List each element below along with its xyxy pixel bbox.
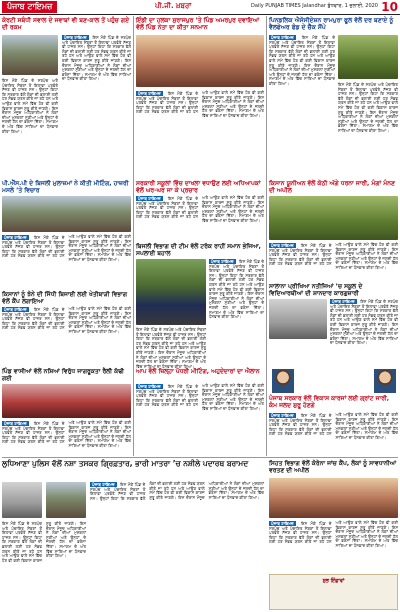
article-body: ਇਸ ਮੌਕੇ ਪਿੰਡ ਦੇ ਸਰਪੰਚ ਅਤੇ ਪੰਚਾਇਤ ਮੈਂਬਰਾਂ ਤੋਂ ਇਲਾਵਾ ਪਤਵੰਤੇ ਸੱਜਣ ਵੀ ਹਾਜ਼ਰ ਸਨ। ਉਨ੍ਹਾਂ ਕਿਹਾ ਕਿ ਸਰਕਾਰ ਵੱਲੋਂ ਲੋਕਾਂ ਦੀ ਭਲਾਈ ਲਈ ਹਰ ਸੰਭਵ ਯਤਨ ਕੀਤੇ ਜਾ ਰਹੇ ਹਨ ਅਤੇ ਆਉਣ ਵਾਲੇ ਸਮੇਂ ਵਿੱਚ ਹੋਰ ਵੀ ਕਈ ਵਿਕਾਸ ਕਾਰਜ ਸ਼ੁਰੂ ਕੀਤੇ ਜਾਣਗੇ। ਇਸ ਦੌਰਾਨ ਮੌਜੂਦ ਅਧਿਕਾਰੀਆਂ ਨੇ ਲੋਕਾਂ ਦੀਆਂ ਮੁਸ਼ਕਲਾਂ ਸੁਣੀਆਂ ਅਤੇ ਉਨ੍ਹਾਂ ਦੇ ਜਲਦੀ ਹੱਲ ਦਾ ਭਰੋਸਾ ਦਿੱਤਾ। ਸਮਾਗਮ ਦੇ ਅੰਤ ਵਿੱਚ ਸਾਰਿਆਂ ਦਾ ਧੰਨਵਾਦ ਕੀਤਾ ਗਿਆ। [62,35,131,82]
byline-tag: ਪੰਜਾਬ ਟਾਇਮਜ਼ [211,259,234,264]
byline-tag: ਪੰਜਾਬ ਟਾਇਮਜ਼ [271,243,294,248]
article [269,368,398,454]
column-divider [266,16,267,456]
byline-tag: ਪੰਜਾਬ ਟਾਇਮਜ਼ [4,421,27,426]
article-body: ਇਸ ਮੌਕੇ ਪਿੰਡ ਦੇ ਸਰਪੰਚ ਅਤੇ ਪੰਚਾਇਤ ਮੈਂਬਰਾਂ ਤੋਂ ਇਲਾਵਾ ਪਤਵੰਤੇ ਸੱਜਣ ਵੀ ਹਾਜ਼ਰ ਸਨ। ਉਨ੍ਹਾਂ ਕਿਹਾ ਕਿ ਸਰਕਾਰ ਵੱਲੋਂ ਲੋਕਾਂ ਦੀ ਭਲਾਈ ਲਈ ਹਰ ਸੰਭਵ ਯਤਨ ਕੀਤੇ ਜਾ ਰਹੇ ਹਨ ਅਤੇ ਆਉਣ ਵਾਲੇ ਸਮੇਂ ਵਿੱਚ ਹੋਰ ਵੀ ਕਈ ਵਿਕਾਸ ਕਾਰਜ ਸ਼ੁਰੂ ਕੀਤੇ ਜਾਣਗੇ। ਇਸ ਦੌਰਾਨ ਮੌਜੂਦ ਅਧਿਕਾਰੀਆਂ ਨੇ ਲੋਕਾਂ ਦੀਆਂ ਮੁਸ਼ਕਲਾਂ ਸੁਣੀਆਂ ਅਤੇ ਉਨ੍ਹਾਂ ਦੇ ਜਲਦੀ ਹੱਲ ਦਾ ਭਰੋਸਾ ਦਿੱਤਾ। ਸਮਾਗਮ ਦੇ ਅੰਤ ਵਿੱਚ ਸਾਰਿਆਂ ਦਾ ਧੰਨਵਾਦ ਕੀਤਾ ਗਿਆ। [2,234,131,262]
article-photo [2,482,42,518]
byline-tag: ਪੰਜਾਬ ਟਾਇਮਜ਼ [138,384,161,389]
article-body: ਇਸ ਮੌਕੇ ਪਿੰਡ ਦੇ ਸਰਪੰਚ ਅਤੇ ਪੰਚਾਇਤ ਮੈਂਬਰਾਂ ਤੋਂ ਇਲਾਵਾ ਪਤਵੰਤੇ ਸੱਜਣ ਵੀ ਹਾਜ਼ਰ ਸਨ। ਉਨ੍ਹਾਂ ਕਿਹਾ ਕਿ ਸਰਕਾਰ ਵੱਲੋਂ ਲੋਕਾਂ ਦੀ ਭਲਾਈ ਲਈ ਹਰ ਸੰਭਵ ਯਤਨ ਕੀਤੇ ਜਾ ਰਹੇ ਹਨ ਅਤੇ ਆਉਣ ਵਾਲੇ ਸਮੇਂ ਵਿੱਚ ਹੋਰ ਵੀ ਕਈ ਵਿਕਾਸ ਕਾਰਜ ਸ਼ੁਰੂ ਕੀਤੇ ਜਾਣਗੇ। ਇਸ ਦੌਰਾਨ ਮੌਜੂਦ ਅਧਿਕਾਰੀਆਂ ਨੇ ਲੋਕਾਂ ਦੀਆਂ ਮੁਸ਼ਕਲਾਂ ਸੁਣੀਆਂ ਅਤੇ ਉਨ੍ਹਾਂ ਦੇ ਜਲਦੀ ਹੱਲ ਦਾ ਭਰੋਸਾ ਦਿੱਤਾ। ਸਮਾਗਮ ਦੇ ਅੰਤ ਵਿੱਚ ਸਾਰਿਆਂ ਦਾ ਧੰਨਵਾਦ ਕੀਤਾ ਗਿਆ। [330,299,398,346]
article [2,180,131,288]
article-headline: ਬਿਜਲੀ ਵਿਭਾਗ ਦੀ ਟੀਮ ਵੱਲੋਂ ਟਰੱਕ ਰਾਹੀਂ ਸਮਾਨ ਭੇਜਿਆ, ਸਪਲਾਈ ਬਹਾਲ [136,243,261,257]
byline-tag: ਪੰਜਾਬ ਟਾਇਮਜ਼ [332,299,355,304]
advertisement [269,574,398,610]
brand-logo: ਪੰਜਾਬ ਟਾਇਮਜ਼ [2,1,57,13]
portrait-photo [373,368,397,394]
article-headline: ਪੰਜਾਬ ਸਰਕਾਰ ਵੱਲੋਂ ਵਿਕਾਸ ਕਾਰਜਾਂ ਲਈ ਗ੍ਰਾਂਟ ਜਾਰੀ, ਕੰਮ ਜਲਦ ਸ਼ੁਰੂ ਹੋਣਗੇ [269,395,390,409]
byline-tag: ਪੰਜਾਬ ਟਾਇਮਜ਼ [138,196,161,201]
byline-tag: ਪੰਜਾਬ ਟਾਇਮਜ਼ [271,35,294,40]
article-photo [269,299,327,339]
article-body: ਇਸ ਮੌਕੇ ਪਿੰਡ ਦੇ ਸਰਪੰਚ ਅਤੇ ਪੰਚਾਇਤ ਮੈਂਬਰਾਂ ਤੋਂ ਇਲਾਵਾ ਪਤਵੰਤੇ ਸੱਜਣ ਵੀ ਹਾਜ਼ਰ ਸਨ। ਉਨ੍ਹਾਂ ਕਿਹਾ ਕਿ ਸਰਕਾਰ ਵੱਲੋਂ ਲੋਕਾਂ ਦੀ ਭਲਾਈ ਲਈ ਹਰ ਸੰਭਵ ਯਤਨ ਕੀਤੇ ਜਾ ਰਹੇ ਹਨ ਅਤੇ ਆਉਣ ਵਾਲੇ ਸਮੇਂ ਵਿੱਚ ਹੋਰ ਵੀ ਕਈ ਵਿਕਾਸ ਕਾਰਜ ਸ਼ੁਰੂ ਕੀਤੇ ਜਾਣਗੇ। ਇਸ ਦੌਰਾਨ ਮੌਜੂਦ ਅਧਿਕਾਰੀਆਂ ਨੇ ਲੋਕਾਂ ਦੀਆਂ ਮੁਸ਼ਕਲਾਂ ਸੁਣੀਆਂ ਅਤੇ ਉਨ੍ਹਾਂ ਦੇ ਜਲਦੀ ਹੱਲ ਦਾ ਭਰੋਸਾ ਦਿੱਤਾ। ਸਮਾਗਮ ਦੇ ਅੰਤ ਵਿੱਚ ਸਾਰਿਆਂ ਦਾ ਧੰਨਵਾਦ ਕੀਤਾ ਗਿਆ। [269,35,335,86]
article-photo [269,478,398,518]
article [136,243,264,369]
article-body: ਇਸ ਮੌਕੇ ਪਿੰਡ ਦੇ ਸਰਪੰਚ ਅਤੇ ਪੰਚਾਇਤ ਮੈਂਬਰਾਂ ਤੋਂ ਇਲਾਵਾ ਪਤਵੰਤੇ ਸੱਜਣ ਵੀ ਹਾਜ਼ਰ ਸਨ। ਉਨ੍ਹਾਂ ਕਿਹਾ ਕਿ ਸਰਕਾਰ ਵੱਲੋਂ ਲੋਕਾਂ ਦੀ ਭਲਾਈ ਲਈ ਹਰ ਸੰਭਵ ਯਤਨ ਕੀਤੇ ਜਾ ਰਹੇ ਹਨ ਅਤੇ ਆਉਣ ਵਾਲੇ ਸਮੇਂ ਵਿੱਚ ਹੋਰ ਵੀ ਕਈ ਵਿਕਾਸ ਕਾਰਜ ਸ਼ੁਰੂ ਕੀਤੇ ਜਾਣਗੇ। ਇਸ ਦੌਰਾਨ ਮੌਜੂਦ ਅਧਿਕਾਰੀਆਂ ਨੇ ਲੋਕਾਂ ਦੀਆਂ ਮੁਸ਼ਕਲਾਂ ਸੁਣੀਆਂ ਅਤੇ ਉਨ੍ਹਾਂ ਦੇ ਜਲਦੀ ਹੱਲ ਦਾ ਭਰੋਸਾ ਦਿੱਤਾ। ਸਮਾਗਮ ਦੇ ਅੰਤ ਵਿੱਚ ਸਾਰਿਆਂ ਦਾ ਧੰਨਵਾਦ ਕੀਤਾ ਗਿਆ। [209,259,264,320]
article-body: ਇਸ ਮੌਕੇ ਪਿੰਡ ਦੇ ਸਰਪੰਚ ਅਤੇ ਪੰਚਾਇਤ ਮੈਂਬਰਾਂ ਤੋਂ ਇਲਾਵਾ ਪਤਵੰਤੇ ਸੱਜਣ ਵੀ ਹਾਜ਼ਰ ਸਨ। ਉਨ੍ਹਾਂ ਕਿਹਾ ਕਿ ਸਰਕਾਰ ਵੱਲੋਂ ਲੋਕਾਂ ਦੀ ਭਲਾਈ ਲਈ ਹਰ ਸੰਭਵ ਯਤਨ ਕੀਤੇ ਜਾ ਰਹੇ ਹਨ ਅਤੇ ਆਉਣ ਵਾਲੇ ਸਮੇਂ ਵਿੱਚ ਹੋਰ ਵੀ ਕਈ ਵਿਕਾਸ ਕਾਰਜ ਸ਼ੁਰੂ ਕੀਤੇ ਜਾਣਗੇ। ਇਸ ਦੌਰਾਨ ਮੌਜੂਦ ਅਧਿਕਾਰੀਆਂ ਨੇ ਲੋਕਾਂ ਦੀਆਂ ਮੁਸ਼ਕਲਾਂ ਸੁਣੀਆਂ ਅਤੇ ਉਨ੍ਹਾਂ ਦੇ ਜਲਦੀ ਹੱਲ ਦਾ ਭਰੋਸਾ ਦਿੱਤਾ। ਸਮਾਗਮ ਦੇ ਅੰਤ ਵਿੱਚ ਸਾਰਿਆਂ ਦਾ ਧੰਨਵਾਦ ਕੀਤਾ ਗਿਆ। [2,420,131,448]
article-body: ਇਸ ਮੌਕੇ ਪਿੰਡ ਦੇ ਸਰਪੰਚ ਅਤੇ ਪੰਚਾਇਤ ਮੈਂਬਰਾਂ ਤੋਂ ਇਲਾਵਾ ਪਤਵੰਤੇ ਸੱਜਣ ਵੀ ਹਾਜ਼ਰ ਸਨ। ਉਨ੍ਹਾਂ ਕਿਹਾ ਕਿ ਸਰਕਾਰ ਵੱਲੋਂ ਲੋਕਾਂ ਦੀ ਭਲਾਈ ਲਈ ਹਰ ਸੰਭਵ ਯਤਨ ਕੀਤੇ ਜਾ ਰਹੇ ਹਨ ਅਤੇ ਆਉਣ ਵਾਲੇ ਸਮੇਂ ਵਿੱਚ ਹੋਰ ਵੀ ਕਈ ਵਿਕਾਸ ਕਾਰਜ ਸ਼ੁਰੂ ਕੀਤੇ ਜਾਣਗੇ। ਇਸ ਦੌਰਾਨ ਮੌਜੂਦ ਅਧਿਕਾਰੀਆਂ ਨੇ ਲੋਕਾਂ ਦੀਆਂ ਮੁਸ਼ਕਲਾਂ ਸੁਣੀਆਂ ਅਤੇ ਉਨ੍ਹਾਂ ਦੇ ਜਲਦੀ ਹੱਲ ਦਾ ਭਰੋਸਾ ਦਿੱਤਾ। ਸਮਾਗਮ ਦੇ ਅੰਤ ਵਿੱਚ ਸਾਰਿਆਂ ਦਾ ਧੰਨਵਾਦ ਕੀਤਾ ਗਿਆ। [2,521,86,563]
article-photo [136,259,206,325]
article [136,17,264,177]
article-body: ਇਸ ਮੌਕੇ ਪਿੰਡ ਦੇ ਸਰਪੰਚ ਅਤੇ ਪੰਚਾਇਤ ਮੈਂਬਰਾਂ ਤੋਂ ਇਲਾਵਾ ਪਤਵੰਤੇ ਸੱਜਣ ਵੀ ਹਾਜ਼ਰ ਸਨ। ਉਨ੍ਹਾਂ ਕਿਹਾ ਕਿ ਸਰਕਾਰ ਵੱਲੋਂ ਲੋਕਾਂ ਦੀ ਭਲਾਈ ਲਈ ਹਰ ਸੰਭਵ ਯਤਨ ਕੀਤੇ ਜਾ ਰਹੇ ਹਨ ਅਤੇ ਆਉਣ ਵਾਲੇ ਸਮੇਂ ਵਿੱਚ ਹੋਰ ਵੀ ਕਈ ਵਿਕਾਸ ਕਾਰਜ ਸ਼ੁਰੂ ਕੀਤੇ ਜਾਣਗੇ। ਇਸ ਦੌਰਾਨ ਮੌਜੂਦ ਅਧਿਕਾਰੀਆਂ ਨੇ ਲੋਕਾਂ ਦੀਆਂ ਮੁਸ਼ਕਲਾਂ ਸੁਣੀਆਂ ਅਤੇ ਉਨ੍ਹਾਂ ਦੇ ਜਲਦੀ ਹੱਲ ਦਾ ਭਰੋਸਾ ਦਿੱਤਾ। ਸਮਾਗਮ ਦੇ ਅੰਤ ਵਿੱਚ ਸਾਰਿਆਂ ਦਾ ਧੰਨਵਾਦ ਕੀਤਾ ਗਿਆ। [136,90,264,118]
article-photo [2,35,58,75]
article [2,460,264,610]
article-headline: ਕਿਸਾਨਾਂ ਨੂੰ ਝੋਨੇ ਦੀ ਸਿੱਧੀ ਬਿਜਾਈ ਲਈ ਖੇਤੀਬਾੜੀ ਵਿਭਾਗ ਵੱਲੋਂ ਕੈਂਪ ਲਗਾਇਆ [2,291,128,305]
page-number: 10 [381,0,398,14]
column-divider [133,16,134,456]
article-body: ਇਸ ਮੌਕੇ ਪਿੰਡ ਦੇ ਸਰਪੰਚ ਅਤੇ ਪੰਚਾਇਤ ਮੈਂਬਰਾਂ ਤੋਂ ਇਲਾਵਾ ਪਤਵੰਤੇ ਸੱਜਣ ਵੀ ਹਾਜ਼ਰ ਸਨ। ਉਨ੍ਹਾਂ ਕਿਹਾ ਕਿ ਸਰਕਾਰ ਵੱਲੋਂ ਲੋਕਾਂ ਦੀ ਭਲਾਈ ਲਈ ਹਰ ਸੰਭਵ ਯਤਨ ਕੀਤੇ ਜਾ ਰਹੇ ਹਨ ਅਤੇ ਆਉਣ ਵਾਲੇ ਸਮੇਂ ਵਿੱਚ ਹੋਰ ਵੀ ਕਈ ਵਿਕਾਸ ਕਾਰਜ ਸ਼ੁਰੂ ਕੀਤੇ ਜਾਣਗੇ। ਇਸ ਦੌਰਾਨ ਮੌਜੂਦ ਅਧਿਕਾਰੀਆਂ ਨੇ ਲੋਕਾਂ ਦੀਆਂ ਮੁਸ਼ਕਲਾਂ ਸੁਣੀਆਂ ਅਤੇ ਉਨ੍ਹਾਂ ਦੇ ਜਲਦੀ ਹੱਲ ਦਾ ਭਰੋਸਾ ਦਿੱਤਾ। ਸਮਾਗਮ ਦੇ ਅੰਤ ਵਿੱਚ ਸਾਰਿਆਂ ਦਾ ਧੰਨਵਾਦ ਕੀਤਾ ਗਿਆ। [2,306,131,334]
article-photo [2,384,131,418]
article-body: ਇਸ ਮੌਕੇ ਪਿੰਡ ਦੇ ਸਰਪੰਚ ਅਤੇ ਪੰਚਾਇਤ ਮੈਂਬਰਾਂ ਤੋਂ ਇਲਾਵਾ ਪਤਵੰਤੇ ਸੱਜਣ ਵੀ ਹਾਜ਼ਰ ਸਨ। ਉਨ੍ਹਾਂ ਕਿਹਾ ਕਿ ਸਰਕਾਰ ਵੱਲੋਂ ਲੋਕਾਂ ਦੀ ਭਲਾਈ ਲਈ ਹਰ ਸੰਭਵ ਯਤਨ ਕੀਤੇ ਜਾ ਰਹੇ ਹਨ ਅਤੇ ਆਉਣ ਵਾਲੇ ਸਮੇਂ ਵਿੱਚ ਹੋਰ ਵੀ ਕਈ ਵਿਕਾਸ ਕਾਰਜ ਸ਼ੁਰੂ ਕੀਤੇ ਜਾਣਗੇ। ਇਸ ਦੌਰਾਨ ਮੌਜੂਦ ਅਧਿਕਾਰੀਆਂ ਨੇ ਲੋਕਾਂ ਦੀਆਂ ਮੁਸ਼ਕਲਾਂ ਸੁਣੀਆਂ ਅਤੇ ਉਨ੍ਹਾਂ ਦੇ ਜਲਦੀ ਹੱਲ ਦਾ ਭਰੋਸਾ ਦਿੱਤਾ। ਸਮਾਗਮ ਦੇ ਅੰਤ ਵਿੱਚ ਸਾਰਿਆਂ ਦਾ ਧੰਨਵਾਦ ਕੀਤਾ ਗਿਆ। [269,242,398,270]
article-headline: ਸਾਲਾਨਾ ਪ੍ਰੀਖਿਆ ਨਤੀਜਿਆਂ ’ਚ ਸਕੂਲ ਦੇ ਵਿਦਿਆਰਥੀਆਂ ਦੀ ਸ਼ਾਨਦਾਰ ਕਾਰਗੁਜ਼ਾਰੀ [269,283,363,297]
article-headline: ਸਰਕਾਰੀ ਸਕੂਲਾਂ ਵਿੱਚ ਦਾਖਲਾ ਵਧਾਉਣ ਲਈ ਅਧਿਆਪਕਾਂ ਵੱਲੋਂ ਘਰ-ਘਰ ਜਾ ਕੇ ਪ੍ਰਚਾਰ [136,180,261,194]
article-photo [269,196,398,240]
article [136,368,264,454]
article-photo [136,35,264,87]
dateline: Daily PUNJAB TIMES Jalandhar ਬੁੱਧਵਾਰ, 1 ਜੁਲਾਈ, 2020 [251,3,378,9]
article [2,17,131,177]
byline-tag: ਪੰਜਾਬ ਟਾਇਮਜ਼ [138,91,161,96]
article [269,460,398,570]
section-divider [2,457,398,458]
article [269,283,398,365]
article [2,368,131,454]
ad-text: ਸ਼ੁਭ ਇੱਛਾਵਾਂ [322,578,345,584]
byline-tag: ਪੰਜਾਬ ਟਾਇਮਜ਼ [271,521,294,526]
section-title: ਪੀ.ਜੀ. ਖ਼ਬਰਾਂ [155,2,192,10]
article-body: ਇਸ ਮੌਕੇ ਪਿੰਡ ਦੇ ਸਰਪੰਚ ਅਤੇ ਪੰਚਾਇਤ ਮੈਂਬਰਾਂ ਤੋਂ ਇਲਾਵਾ ਪਤਵੰਤੇ ਸੱਜਣ ਵੀ ਹਾਜ਼ਰ ਸਨ। ਉਨ੍ਹਾਂ ਕਿਹਾ ਕਿ ਸਰਕਾਰ ਵੱਲੋਂ ਲੋਕਾਂ ਦੀ ਭਲਾਈ ਲਈ ਹਰ ਸੰਭਵ ਯਤਨ ਕੀਤੇ ਜਾ ਰਹੇ ਹਨ ਅਤੇ ਆਉਣ ਵਾਲੇ ਸਮੇਂ ਵਿੱਚ ਹੋਰ ਵੀ ਕਈ ਵਿਕਾਸ ਕਾਰਜ ਸ਼ੁਰੂ ਕੀਤੇ ਜਾਣਗੇ। ਇਸ ਦੌਰਾਨ ਮੌਜੂਦ ਅਧਿਕਾਰੀਆਂ ਨੇ ਲੋਕਾਂ ਦੀਆਂ ਮੁਸ਼ਕਲਾਂ ਸੁਣੀਆਂ ਅਤੇ ਉਨ੍ਹਾਂ ਦੇ ਜਲਦੀ ਹੱਲ ਦਾ ਭਰੋਸਾ ਦਿੱਤਾ। ਸਮਾਗਮ ਦੇ ਅੰਤ ਵਿੱਚ ਸਾਰਿਆਂ ਦਾ ਧੰਨਵਾਦ ਕੀਤਾ ਗਿਆ। [136,383,264,411]
article-headline: ਪਿਨਡਲਿਕ ਐਸੋਸੀਏਸ਼ਨ ਰਾਮਪੁਰਾ ਫੂਲ ਵੱਲੋਂ ਦਰ ਬਣਾਏ ਨੂੰ ਵੈਲਫੇਅਰ ਫੰਡ ਦੇ ਚੈੱਕ ਸੌਂਪੇ [269,17,394,31]
masthead [0,0,400,15]
article [2,291,131,365]
article-body: ਇਸ ਮੌਕੇ ਪਿੰਡ ਦੇ ਸਰਪੰਚ ਅਤੇ ਪੰਚਾਇਤ ਮੈਂਬਰਾਂ ਤੋਂ ਇਲਾਵਾ ਪਤਵੰਤੇ ਸੱਜਣ ਵੀ ਹਾਜ਼ਰ ਸਨ। ਉਨ੍ਹਾਂ ਕਿਹਾ ਕਿ ਸਰਕਾਰ ਵੱਲੋਂ ਲੋਕਾਂ ਦੀ ਭਲਾਈ ਲਈ ਹਰ ਸੰਭਵ ਯਤਨ ਕੀਤੇ ਜਾ ਰਹੇ ਹਨ ਅਤੇ ਆਉਣ ਵਾਲੇ ਸਮੇਂ ਵਿੱਚ ਹੋਰ ਵੀ ਕਈ ਵਿਕਾਸ ਕਾਰਜ ਸ਼ੁਰੂ ਕੀਤੇ ਜਾਣਗੇ। ਇਸ ਦੌਰਾਨ ਮੌਜੂਦ ਅਧਿਕਾਰੀਆਂ ਨੇ ਲੋਕਾਂ ਦੀਆਂ ਮੁਸ਼ਕਲਾਂ ਸੁਣੀਆਂ ਅਤੇ ਉਨ੍ਹਾਂ ਦੇ ਜਲਦੀ ਹੱਲ ਦਾ ਭਰੋਸਾ ਦਿੱਤਾ। ਸਮਾਗਮ ਦੇ ਅੰਤ ਵਿੱਚ ਸਾਰਿਆਂ ਦਾ ਧੰਨਵਾਦ ਕੀਤਾ ਗਿਆ। [2,78,58,134]
article-photo [46,482,86,518]
byline-tag: ਪੰਜਾਬ ਟਾਇਮਜ਼ [64,35,87,40]
article-headline: ਸਿਹਤ ਵਿਭਾਗ ਵੱਲੋਂ ਕੋਰੋਨਾ ਜਾਂਚ ਕੈਂਪ, ਲੋਕਾਂ ਨੂੰ ਸਾਵਧਾਨੀਆਂ ਵਰਤਣ ਦੀ ਅਪੀਲ [269,460,397,474]
article-body: ਇਸ ਮੌਕੇ ਪਿੰਡ ਦੇ ਸਰਪੰਚ ਅਤੇ ਪੰਚਾਇਤ ਮੈਂਬਰਾਂ ਤੋਂ ਇਲਾਵਾ ਪਤਵੰਤੇ ਸੱਜਣ ਵੀ ਹਾਜ਼ਰ ਸਨ। ਉਨ੍ਹਾਂ ਕਿਹਾ ਕਿ ਸਰਕਾਰ ਵੱਲੋਂ ਲੋਕਾਂ ਦੀ ਭਲਾਈ ਲਈ ਹਰ ਸੰਭਵ ਯਤਨ ਕੀਤੇ ਜਾ ਰਹੇ ਹਨ ਅਤੇ ਆਉਣ ਵਾਲੇ ਸਮੇਂ ਵਿੱਚ ਹੋਰ ਵੀ ਕਈ ਵਿਕਾਸ ਕਾਰਜ ਸ਼ੁਰੂ ਕੀਤੇ ਜਾਣਗੇ। ਇਸ ਦੌਰਾਨ ਮੌਜੂਦ ਅਧਿਕਾਰੀਆਂ ਨੇ ਲੋਕਾਂ ਦੀਆਂ ਮੁਸ਼ਕਲਾਂ ਸੁਣੀਆਂ ਅਤੇ ਉਨ੍ਹਾਂ ਦੇ ਜਲਦੀ ਹੱਲ ਦਾ ਭਰੋਸਾ ਦਿੱਤਾ। ਸਮਾਗਮ ਦੇ ਅੰਤ ਵਿੱਚ ਸਾਰਿਆਂ ਦਾ ਧੰਨਵਾਦ ਕੀਤਾ ਗਿਆ। [269,412,398,440]
article-headline: ਕੋਰਟੀ ਸਬੰਧੀ ਸਵਾਲ ਦੇ ਜਵਾਬਾਂ ਵੀ ਬਣ-ਕਾਲ ਤੋਂ ਪਹੁੰਚ ਗਏ ਦੀ ਰਕਮ [2,17,130,31]
article [269,17,398,177]
byline-tag: ਪੰਜਾਬ ਟਾਇਮਜ਼ [92,482,115,487]
article-headline: ਪਿੰਡ ਵਾਸੀਆਂ ਵੱਲੋਂ ਨਸ਼ਿਆਂ ਵਿਰੁੱਧ ਜਾਗਰੂਕਤਾ ਰੈਲੀ ਕੱਢੀ ਗਈ [2,368,124,382]
article-body: ਇਸ ਮੌਕੇ ਪਿੰਡ ਦੇ ਸਰਪੰਚ ਅਤੇ ਪੰਚਾਇਤ ਮੈਂਬਰਾਂ ਤੋਂ ਇਲਾਵਾ ਪਤਵੰਤੇ ਸੱਜਣ ਵੀ ਹਾਜ਼ਰ ਸਨ। ਉਨ੍ਹਾਂ ਕਿਹਾ ਕਿ ਸਰਕਾਰ ਵੱਲੋਂ ਲੋਕਾਂ ਦੀ ਭਲਾਈ ਲਈ ਹਰ ਸੰਭਵ ਯਤਨ ਕੀਤੇ ਜਾ ਰਹੇ ਹਨ ਅਤੇ ਆਉਣ ਵਾਲੇ ਸਮੇਂ ਵਿੱਚ ਹੋਰ ਵੀ ਕਈ ਵਿਕਾਸ ਕਾਰਜ ਸ਼ੁਰੂ ਕੀਤੇ ਜਾਣਗੇ। ਇਸ ਦੌਰਾਨ ਮੌਜੂਦ ਅਧਿਕਾਰੀਆਂ ਨੇ ਲੋਕਾਂ ਦੀਆਂ ਮੁਸ਼ਕਲਾਂ ਸੁਣੀਆਂ ਅਤੇ ਉਨ੍ਹਾਂ ਦੇ ਜਲਦੀ ਹੱਲ ਦਾ ਭਰੋਸਾ ਦਿੱਤਾ। ਸਮਾਗਮ ਦੇ ਅੰਤ ਵਿੱਚ ਸਾਰਿਆਂ ਦਾ ਧੰਨਵਾਦ ਕੀਤਾ ਗਿਆ। [269,520,398,548]
article-body: ਇਸ ਮੌਕੇ ਪਿੰਡ ਦੇ ਸਰਪੰਚ ਅਤੇ ਪੰਚਾਇਤ ਮੈਂਬਰਾਂ ਤੋਂ ਇਲਾਵਾ ਪਤਵੰਤੇ ਸੱਜਣ ਵੀ ਹਾਜ਼ਰ ਸਨ। ਉਨ੍ਹਾਂ ਕਿਹਾ ਕਿ ਸਰਕਾਰ ਵੱਲੋਂ ਲੋਕਾਂ ਦੀ ਭਲਾਈ ਲਈ ਹਰ ਸੰਭਵ ਯਤਨ ਕੀਤੇ ਜਾ ਰਹੇ ਹਨ ਅਤੇ ਆਉਣ ਵਾਲੇ ਸਮੇਂ ਵਿੱਚ ਹੋਰ ਵੀ ਕਈ ਵਿਕਾਸ ਕਾਰਜ ਸ਼ੁਰੂ ਕੀਤੇ ਜਾਣਗੇ। ਇਸ ਦੌਰਾਨ ਮੌਜੂਦ ਅਧਿਕਾਰੀਆਂ ਨੇ ਲੋਕਾਂ ਦੀਆਂ ਮੁਸ਼ਕਲਾਂ ਸੁਣੀਆਂ ਅਤੇ ਉਨ੍ਹਾਂ ਦੇ ਜਲਦੀ ਹੱਲ ਦਾ ਭਰੋਸਾ ਦਿੱਤਾ। ਸਮਾਗਮ ਦੇ ਅੰਤ ਵਿੱਚ ਸਾਰਿਆਂ ਦਾ ਧੰਨਵਾਦ ਕੀਤਾ ਗਿਆ। [136,195,264,223]
portrait-photo [271,368,295,394]
article-headline: ਲੁਧਿਆਣਾ ਪੁਲਿਸ ਵੱਲੋਂ ਨਸ਼ਾ ਤਸਕਰ ਗ੍ਰਿਫ਼ਤਾਰ, ਭਾਰੀ ਮਾਤਰਾ ’ਚ ਨਸ਼ੀਲੇ ਪਦਾਰਥ ਬਰਾਮਦ [2,459,249,468]
byline-tag: ਪੰਜਾਬ ਟਾਇਮਜ਼ [4,307,27,312]
article-headline: ਕਿਸਾਨ ਯੂਨੀਅਨ ਵੱਲੋਂ ਕੋਠੀ ਅੱਗੇ ਧਰਨਾ ਜਾਰੀ, ਮੰਗਾਂ ਮੰਨਣ ਦੀ ਅਪੀਲ [269,180,395,194]
article [269,180,398,280]
article-headline: ਪੀ.ਐੱਸ.ਪੀ ਦੇ ਬਿਜਲੀ ਮੁਲਾਜ਼ਮਾਂ ਨੇ ਕੀਤੀ ਮੀਟਿੰਗ, ਹਾਜ਼ਰੀ ਮਸਲੇ ’ਤੇ ਵਿਚਾਰ [2,180,129,194]
article-body: ਇਸ ਮੌਕੇ ਪਿੰਡ ਦੇ ਸਰਪੰਚ ਅਤੇ ਪੰਚਾਇਤ ਮੈਂਬਰਾਂ ਤੋਂ ਇਲਾਵਾ ਪਤਵੰਤੇ ਸੱਜਣ ਵੀ ਹਾਜ਼ਰ ਸਨ। ਉਨ੍ਹਾਂ ਕਿਹਾ ਕਿ ਸਰਕਾਰ ਵੱਲੋਂ ਲੋਕਾਂ ਦੀ ਭਲਾਈ ਲਈ ਹਰ ਸੰਭਵ ਯਤਨ ਕੀਤੇ ਜਾ ਰਹੇ ਹਨ ਅਤੇ ਆਉਣ ਵਾਲੇ ਸਮੇਂ ਵਿੱਚ ਹੋਰ ਵੀ ਕਈ ਵਿਕਾਸ ਕਾਰਜ ਸ਼ੁਰੂ ਕੀਤੇ ਜਾਣਗੇ। ਇਸ ਦੌਰਾਨ ਮੌਜੂਦ ਅਧਿਕਾਰੀਆਂ ਨੇ ਲੋਕਾਂ ਦੀਆਂ ਮੁਸ਼ਕਲਾਂ ਸੁਣੀਆਂ ਅਤੇ ਉਨ੍ਹਾਂ ਦੇ ਜਲਦੀ ਹੱਲ ਦਾ ਭਰੋਸਾ ਦਿੱਤਾ। ਸਮਾਗਮ ਦੇ ਅੰਤ ਵਿੱਚ ਸਾਰਿਆਂ ਦਾ ਧੰਨਵਾਦ ਕੀਤਾ ਗਿਆ। [90,481,264,501]
article-headline: ਇੰਡੀ ਦਾ ਹਲਕਾ ਸੁਰਾਜਪੁਰ ’ਤੇ ਪਿੰਡ ਅਮਰਪੁਰ ਦਵਾਇਆਂ ਵੱਲੋਂ ਪਿੰਡ ਨੇਤਾ ਦਾ ਕੀਤਾ ਸਨਮਾਨ [136,17,260,31]
article-body: ਇਸ ਮੌਕੇ ਪਿੰਡ ਦੇ ਸਰਪੰਚ ਅਤੇ ਪੰਚਾਇਤ ਮੈਂਬਰਾਂ ਤੋਂ ਇਲਾਵਾ ਪਤਵੰਤੇ ਸੱਜਣ ਵੀ ਹਾਜ਼ਰ ਸਨ। ਉਨ੍ਹਾਂ ਕਿਹਾ ਕਿ ਸਰਕਾਰ ਵੱਲੋਂ ਲੋਕਾਂ ਦੀ ਭਲਾਈ ਲਈ ਹਰ ਸੰਭਵ ਯਤਨ ਕੀਤੇ ਜਾ ਰਹੇ ਹਨ ਅਤੇ ਆਉਣ ਵਾਲੇ ਸਮੇਂ ਵਿੱਚ ਹੋਰ ਵੀ ਕਈ ਵਿਕਾਸ ਕਾਰਜ ਸ਼ੁਰੂ ਕੀਤੇ ਜਾਣਗੇ। ਇਸ ਦੌਰਾਨ ਮੌਜੂਦ ਅਧਿਕਾਰੀਆਂ ਨੇ ਲੋਕਾਂ ਦੀਆਂ ਮੁਸ਼ਕਲਾਂ ਸੁਣੀਆਂ ਅਤੇ ਉਨ੍ਹਾਂ ਦੇ ਜਲਦੀ ਹੱਲ ਦਾ ਭਰੋਸਾ ਦਿੱਤਾ। ਸਮਾਗਮ ਦੇ ਅੰਤ ਵਿੱਚ ਸਾਰਿਆਂ ਦਾ ਧੰਨਵਾਦ ਕੀਤਾ ਗਿਆ। [136,327,206,369]
article-body: ਇਸ ਮੌਕੇ ਪਿੰਡ ਦੇ ਸਰਪੰਚ ਅਤੇ ਪੰਚਾਇਤ ਮੈਂਬਰਾਂ ਤੋਂ ਇਲਾਵਾ ਪਤਵੰਤੇ ਸੱਜਣ ਵੀ ਹਾਜ਼ਰ ਸਨ। ਉਨ੍ਹਾਂ ਕਿਹਾ ਕਿ ਸਰਕਾਰ ਵੱਲੋਂ ਲੋਕਾਂ ਦੀ ਭਲਾਈ ਲਈ ਹਰ ਸੰਭਵ ਯਤਨ ਕੀਤੇ ਜਾ ਰਹੇ ਹਨ ਅਤੇ ਆਉਣ ਵਾਲੇ ਸਮੇਂ ਵਿੱਚ ਹੋਰ ਵੀ ਕਈ ਵਿਕਾਸ ਕਾਰਜ ਸ਼ੁਰੂ ਕੀਤੇ ਜਾਣਗੇ। ਇਸ ਦੌਰਾਨ ਮੌਜੂਦ ਅਧਿਕਾਰੀਆਂ ਨੇ ਲੋਕਾਂ ਦੀਆਂ ਮੁਸ਼ਕਲਾਂ ਸੁਣੀਆਂ ਅਤੇ ਉਨ੍ਹਾਂ ਦੇ ਜਲਦੀ ਹੱਲ ਦਾ ਭਰੋਸਾ ਦਿੱਤਾ। ਸਮਾਗਮ ਦੇ ਅੰਤ ਵਿੱਚ ਸਾਰਿਆਂ ਦਾ ਧੰਨਵਾਦ ਕੀਤਾ ਗਿਆ। [338,82,398,133]
byline-tag: ਪੰਜਾਬ ਟਾਇਮਜ਼ [271,413,294,418]
article-photo [338,35,398,79]
article-photo [2,196,131,232]
article-headline: ਆਪ ਵੱਲੋਂ ਜ਼ਿਲ੍ਹਾ ਪੱਧਰੀ ਮੀਟਿੰਗ, ਅਹੁਦੇਦਾਰਾਂ ਦਾ ਐਲਾਨ [136,368,260,375]
article [136,180,264,240]
byline-tag: ਪੰਜਾਬ ਟਾਇਮਜ਼ [4,235,27,240]
